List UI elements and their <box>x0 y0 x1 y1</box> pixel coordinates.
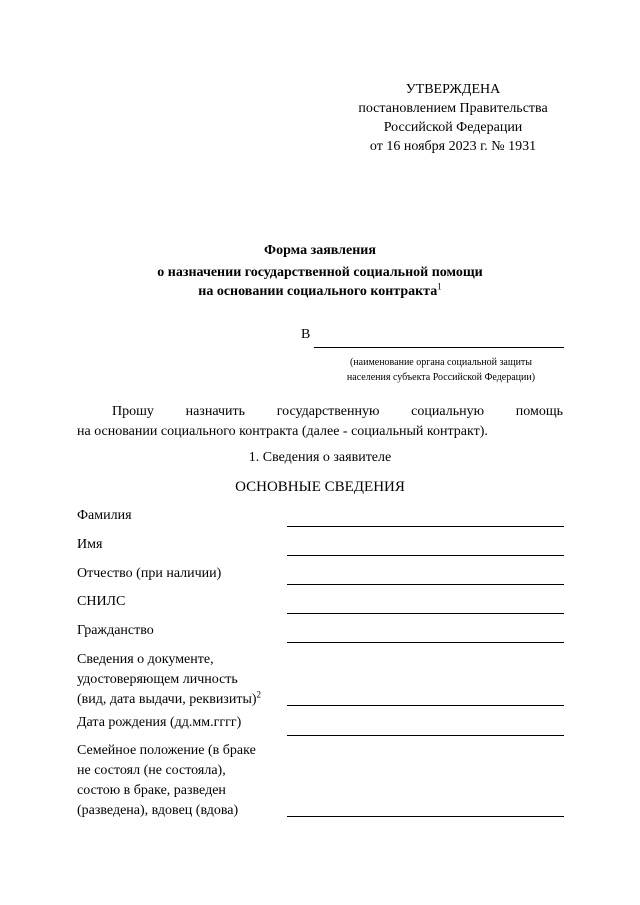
form-subtitle: о назначении государственной социальной помощи <box>157 265 483 280</box>
citizenship-input-line[interactable] <box>287 642 564 643</box>
surname-input-line[interactable] <box>287 526 564 527</box>
id-document-input-line[interactable] <box>287 705 564 706</box>
marital-label-line: Семейное положение (в браке <box>77 743 256 758</box>
field-label-birth-date: Дата рождения (дд.мм.гггг) <box>77 715 242 730</box>
field-label-id-document <box>77 650 287 710</box>
recipient-fill-line[interactable] <box>314 347 564 348</box>
field-label-citizenship: Гражданство <box>77 623 154 638</box>
recipient-note-line: населения субъекта Российской Федерации) <box>346 372 536 383</box>
form-title: Форма заявления <box>264 243 376 258</box>
marital-label-line: (разведена), вдовец (вдова) <box>77 803 239 818</box>
id-doc-label-text: (вид, дата выдачи, реквизиты) <box>77 692 257 707</box>
section-heading: 1. Сведения о заявителе <box>248 450 392 465</box>
footnote-mark: 1 <box>437 281 442 292</box>
footnote-mark: 2 <box>256 689 262 700</box>
approval-line: постановлением Правительства <box>358 101 548 116</box>
field-label-name: Имя <box>77 537 103 552</box>
request-text-line2: на основании социального контракта (далее - социальный контракт). <box>77 424 488 439</box>
section-subheading: ОСНОВНЫЕ СВЕДЕНИЯ <box>235 479 405 495</box>
approval-heading: УТВЕРЖДЕНА <box>405 82 501 97</box>
approval-date: от 16 ноября 2023 г. № 1931 <box>369 139 537 154</box>
approval-block <box>338 80 568 156</box>
field-label-snils: СНИЛС <box>77 594 126 609</box>
name-input-line[interactable] <box>287 555 564 556</box>
recipient-note-line: (наименование органа социальной защиты <box>349 357 533 368</box>
snils-input-line[interactable] <box>287 613 564 614</box>
id-doc-label-line: Сведения о документе, <box>77 652 214 667</box>
field-label-patronymic: Отчество (при наличии) <box>77 566 222 581</box>
id-doc-label-line: удостоверяющем личность <box>77 672 238 687</box>
id-doc-label-line <box>77 690 287 710</box>
marital-label-line: состою в браке, разведен <box>77 783 226 798</box>
recipient-prefix: В <box>301 327 311 342</box>
approval-line: Российской Федерации <box>383 120 523 135</box>
request-text-line1: Прошу назначить государственную социальную помощь <box>112 404 563 419</box>
form-subtitle-text: на основании социального контракта <box>198 284 438 299</box>
field-label-marital-status <box>77 741 287 821</box>
patronymic-input-line[interactable] <box>287 584 564 585</box>
marital-status-input-line[interactable] <box>287 816 564 817</box>
marital-label-line: не состоял (не состояла), <box>77 763 226 778</box>
birth-date-input-line[interactable] <box>287 735 564 736</box>
form-subtitle-2 <box>60 282 580 302</box>
recipient-note <box>318 355 564 385</box>
field-label-surname: Фамилия <box>77 508 132 523</box>
